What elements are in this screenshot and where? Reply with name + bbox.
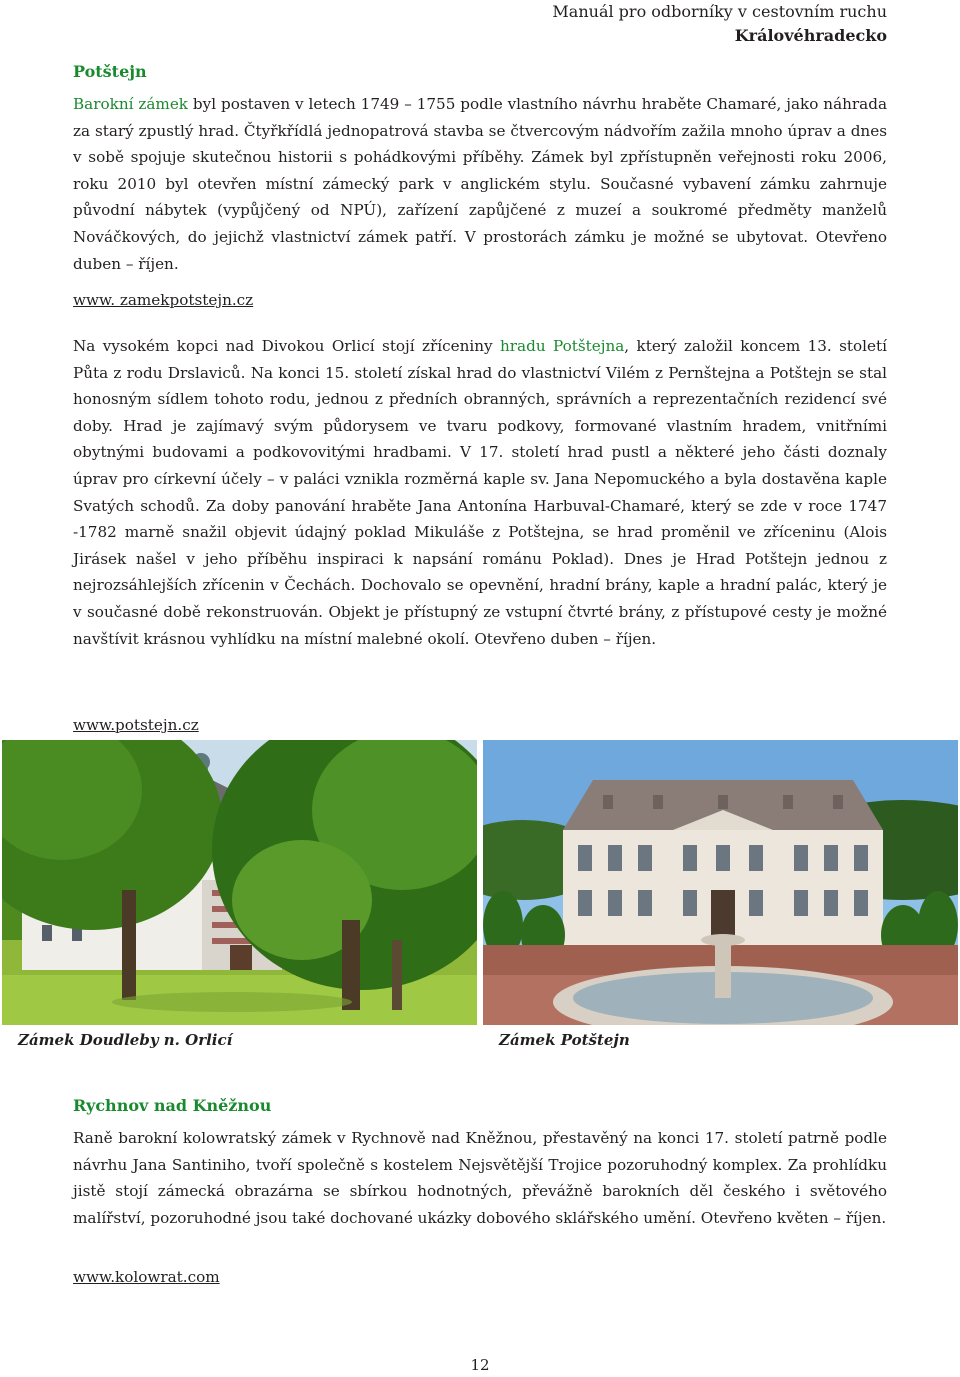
manual-title: Manuál pro odborníky v cestovním ruchu [552, 2, 887, 21]
section-title-potstejn: Potštejn [73, 62, 147, 81]
paragraph-text: Na vysokém kopci nad Divokou Orlicí stojí zříceniny [73, 337, 501, 355]
paragraph-rychnov: Raně barokní kolowratský zámek v Rychnově nad Kněžnou, přestavěný na konci 17. století patrně podle návrhu Jana Santiniho, tvoří společně s kostelem Nejsvětější Trojice pozoruhodný komplex. Za prohlídku jistě stojí zámecká obrazárna se sbírkou hodnotných, převážně barokních děl českého i světového malířství, pozoruhodné jsou také dochované ukázky dobového sklářského umění. Otevřeno květen – říjen. [73, 1129, 887, 1227]
photo-zamek-doudleby [2, 740, 477, 1055]
paragraph-zamek-potstejn [73, 91, 887, 277]
highlight-barokni-zamek: Barokní zámek [73, 95, 189, 113]
caption-doudleby: Zámek Doudleby n. Orlicí [2, 1025, 477, 1055]
paragraph-text: byl postaven v letech 1749 – 1755 podle vlastního návrhu hraběte Chamaré, jako náhrada za starý zpustlý hrad. Čtyřkřídlá jednopatrová stavba se čtvercovým nádvořím zažila mnoho úprav a dnes v sobě spojuje skutečnou historii s pohádkovými příběhy. Zámek byl zpřístupněn veřejnosti roku 2006, roku 2010 byl otevřen místní zámecký park v anglickém stylu. Současné vybavení zámku zahrnuje původní nábytek (vypůjčený od NPÚ), zařízení zapůjčené z muzeí a soukromé předměty manželů Nováčkových, do jejichž vlastnictví zámek patří. V prostorách zámku je možné se ubytovat. Otevřeno duben – říjen. [73, 95, 887, 273]
region-title: Královéhradecko [734, 26, 887, 45]
link-potstejn[interactable]: www.potstejn.cz [73, 716, 199, 734]
photo-zamek-potstejn [483, 740, 958, 1055]
photo-doudleby-image [2, 740, 477, 1055]
highlight-hradu-potstejna: hradu Potštejna [500, 337, 625, 355]
paragraph-text: , který založil koncem 13. století Půta z rodu Drslaviců. Na konci 15. století získal hrad do vlastnictví Vilém z Pernštejna a Potštejn se stal honosným sídlem tohoto rodu, jednou z předních obranných, správních a reprezentačních rezidencí své doby. Hrad je zajímavý svým půdorysem ve tvaru podkovy, formované vlastním hradem, vnitřními obytnými budovami a podkovovitými hradbami. V 17. století hrad pustl a některé jeho části doznaly úprav pro církevní účely – v paláci vznikla rozměrná kaple sv. Jana Nepomuckého a byla dostavěna kaple Svatých schodů. Za doby panování hraběte Jana Antonína Harbuval-Chamaré, který se zde v roce 1747 -1782 marně snažil objevit údajný poklad Mikuláše z Potštejna, se hrad proměnil ve zříceninu (Alois Jirásek našel v jeho příběhu inspiraci k napsání románu Poklad). Dnes je Hrad Potštejn jednou z nejrozsáhlejších zřícenin v Čechách. Dochovalo se opevnění, hradní brány, kaple a hradní palác, který je v současné době rekonstruován. Objekt je přístupný ze vstupní čtvrté brány, z přístupové cesty je možné navštívit krásnou vyhlídku na místní malebné okolí. Otevřeno duben – říjen. [73, 337, 887, 648]
page-number: 12 [470, 1356, 490, 1374]
photo-potstejn-image [483, 740, 958, 1055]
link-kolowrat[interactable]: www.kolowrat.com [73, 1268, 220, 1286]
link-zamekpotstejn[interactable]: www. zamekpotstejn.cz [73, 291, 254, 309]
caption-potstejn: Zámek Potštejn [483, 1025, 958, 1055]
section-title-rychnov: Rychnov nad Kněžnou [73, 1096, 272, 1115]
paragraph-hrad-potstejn [73, 333, 887, 652]
